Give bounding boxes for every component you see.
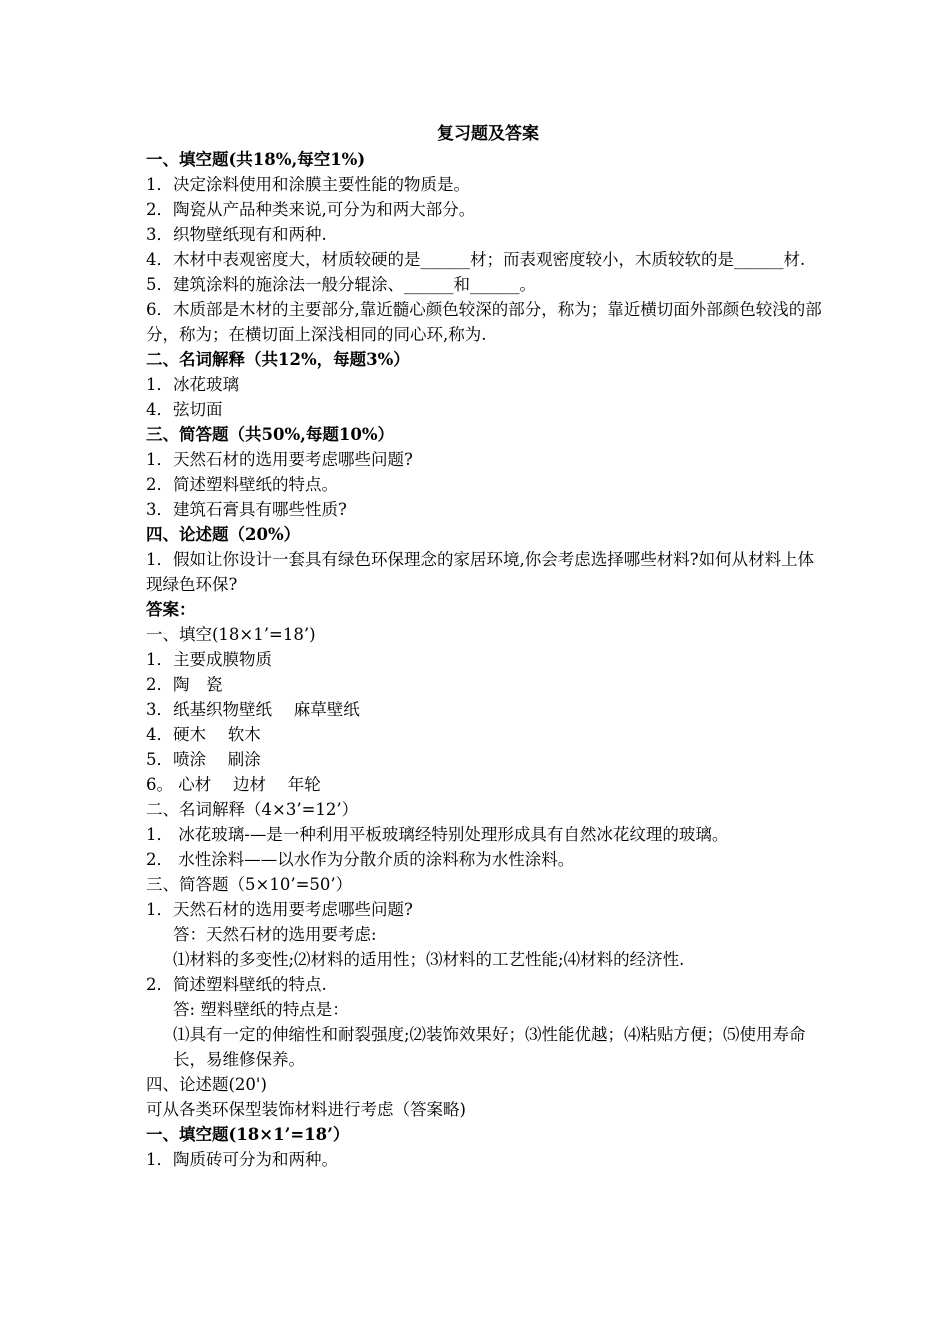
question-item: 1．冰花玻璃 bbox=[146, 375, 239, 394]
question-item: 6．木质部是木材的主要部分,靠近髓心颜色较深的部分，称为；靠近横切面外部颜色较浅的部分，称为；在横切面上深浅相同的同心环,称为. bbox=[146, 300, 822, 344]
question-item: 5．建筑涂料的施涂法一般分辊涂、______和______。 bbox=[146, 275, 536, 294]
section-heading-fill-blank-2: 一、填空题(18×1’=18’） bbox=[146, 1125, 350, 1144]
question-item: 4．弦切面 bbox=[146, 400, 223, 419]
answer-text: 可从各类环保型装饰材料进行考虑（答案略) bbox=[146, 1100, 466, 1119]
answer-section-heading: 三、简答题（5×10’=50’） bbox=[146, 875, 353, 894]
answer-item: 1．主要成膜物质 bbox=[146, 650, 272, 669]
answer-text: ⑴具有一定的伸缩性和耐裂强度;⑵装饰效果好；⑶性能优越；⑷粘贴方便；⑸使用寿命长，易维修保养。 bbox=[173, 1025, 806, 1069]
document-title: 复习题及答案 bbox=[437, 124, 539, 144]
question-item: 2．简述塑料壁纸的特点。 bbox=[146, 475, 338, 494]
answer-lead: 答: 塑料壁纸的特点是： bbox=[173, 1000, 349, 1019]
answer-section-heading: 二、名词解释（4×3’=12’） bbox=[146, 800, 359, 819]
answer-item: 5．喷涂 刷涂 bbox=[146, 750, 261, 769]
answer-section-heading: 四、论述题(20') bbox=[146, 1075, 267, 1094]
answers-heading: 答案： bbox=[146, 600, 196, 619]
answer-item: 2．陶 瓷 bbox=[146, 675, 223, 694]
answer-question: 1．天然石材的选用要考虑哪些问题? bbox=[146, 900, 413, 919]
question-item: 2．陶瓷从产品种类来说,可分为和两大部分。 bbox=[146, 200, 476, 219]
answer-question: 2．简述塑料壁纸的特点. bbox=[146, 975, 327, 994]
question-item: 1．假如让你设计一套具有绿色环保理念的家居环境,你会考虑选择哪些材料?如何从材料上体现绿色环保? bbox=[146, 550, 815, 594]
answer-item: 2． 水性涂料——以水作为分散介质的涂料称为水性涂料。 bbox=[146, 850, 575, 869]
question-item: 4．木材中表观密度大，材质较硬的是______材；而表观密度较小，木质较软的是______材. bbox=[146, 250, 806, 269]
question-item: 1．天然石材的选用要考虑哪些问题? bbox=[146, 450, 413, 469]
answer-text: ⑴材料的多变性;⑵材料的适用性；⑶材料的工艺性能;⑷材料的经济性. bbox=[173, 950, 685, 969]
answer-item: 3．纸基织物壁纸 麻草壁纸 bbox=[146, 700, 360, 719]
answer-lead: 答：天然石材的选用要考虑: bbox=[173, 925, 377, 944]
question-item: 3．建筑石膏具有哪些性质? bbox=[146, 500, 347, 519]
answer-item: 4．硬木 软木 bbox=[146, 725, 261, 744]
question-item: 1．决定涂料使用和涂膜主要性能的物质是。 bbox=[146, 175, 470, 194]
section-heading-essay: 四、论述题（20%） bbox=[146, 525, 301, 544]
section-heading-terms: 二、名词解释（共12%，每题3%） bbox=[146, 350, 410, 369]
section-heading-short-answer: 三、简答题（共50%,每题10%） bbox=[146, 425, 395, 444]
section-heading-fill-blank: 一、填空题(共18%,每空1%) bbox=[146, 150, 366, 169]
answer-section-heading: 一、填空(18×1’=18’) bbox=[146, 625, 316, 644]
question-item: 3．织物壁纸现有和两种. bbox=[146, 225, 327, 244]
answer-item: 1． 冰花玻璃-—是一种利用平板玻璃经特别处理形成具有自然冰花纹理的玻璃。 bbox=[146, 825, 729, 844]
question-item: 1．陶质砖可分为和两种。 bbox=[146, 1150, 338, 1169]
answer-item: 6。 心材 边材 年轮 bbox=[146, 775, 321, 794]
